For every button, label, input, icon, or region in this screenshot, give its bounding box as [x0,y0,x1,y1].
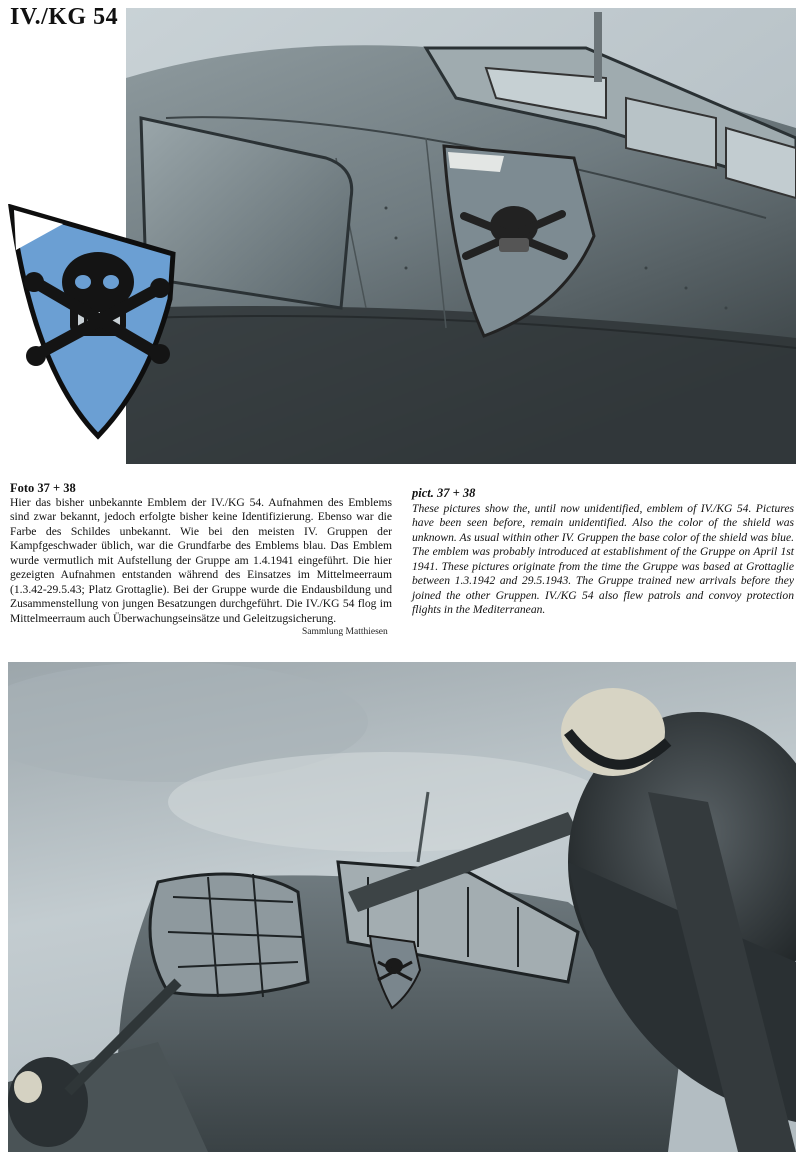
unit-emblem-shield [8,204,178,444]
caption-german-body: Hier das bisher unbekannte Emblem der IV./KG 54. Aufnahmen des Emblems sind zwar bekannt, jedoch erfolgte bisher keine Identifizierung. Ebenso war die Farbe des Schildes unbekannt. Wie bei den meisten IV. Gruppen der Kampfgeschwader üblich, war die Grundfarbe des Emblems blau. Das Emblem wurde vermutlich mit Aufstellung der Gruppe am 1.4.1941 eingeführt. Die hier gezeigten Aufnahmen entstanden während des Einsatzes im Mittelmeerraum (1.3.42-29.5.43; Platz Grottaglie). Bei der Gruppe wurde die Endausbildung und Zusammenstellung von jungen Besatzungen durchgeführt. Die IV./KG 54 flog im Mittelmeerraum auch Überwachungseinsätze und Geleitzugsicherung. [10,495,392,625]
caption-english [412,486,794,618]
top-photo [126,8,796,464]
bottom-photo [8,662,796,1152]
photo-credit: Sammlung Matthiesen [302,627,388,637]
page-title: IV./KG 54 [10,4,119,30]
caption-german-heading: Foto 37 + 38 [10,481,76,495]
caption-english-body: These pictures show the, until now unidentified, emblem of IV./KG 54. Pictures have been seen before, remain unidentified. Also the color of the shield was unknown. As usual within other IV. Gruppen the base color of the shield was blue. The emblem was probably introduced at establishment of the Gruppe on April 1st 1941. These pictures originate from the time the Gruppe was based at Grottaglie between 1.3.1942 and 29.5.1943. The Gruppe trained new arrivals before they joined the other Gruppen. IV./KG 54 also flew patrols and convoy protection flights in the Mediterranean. [412,501,794,616]
caption-english-heading: pict. 37 + 38 [412,486,476,500]
caption-german [10,481,392,626]
